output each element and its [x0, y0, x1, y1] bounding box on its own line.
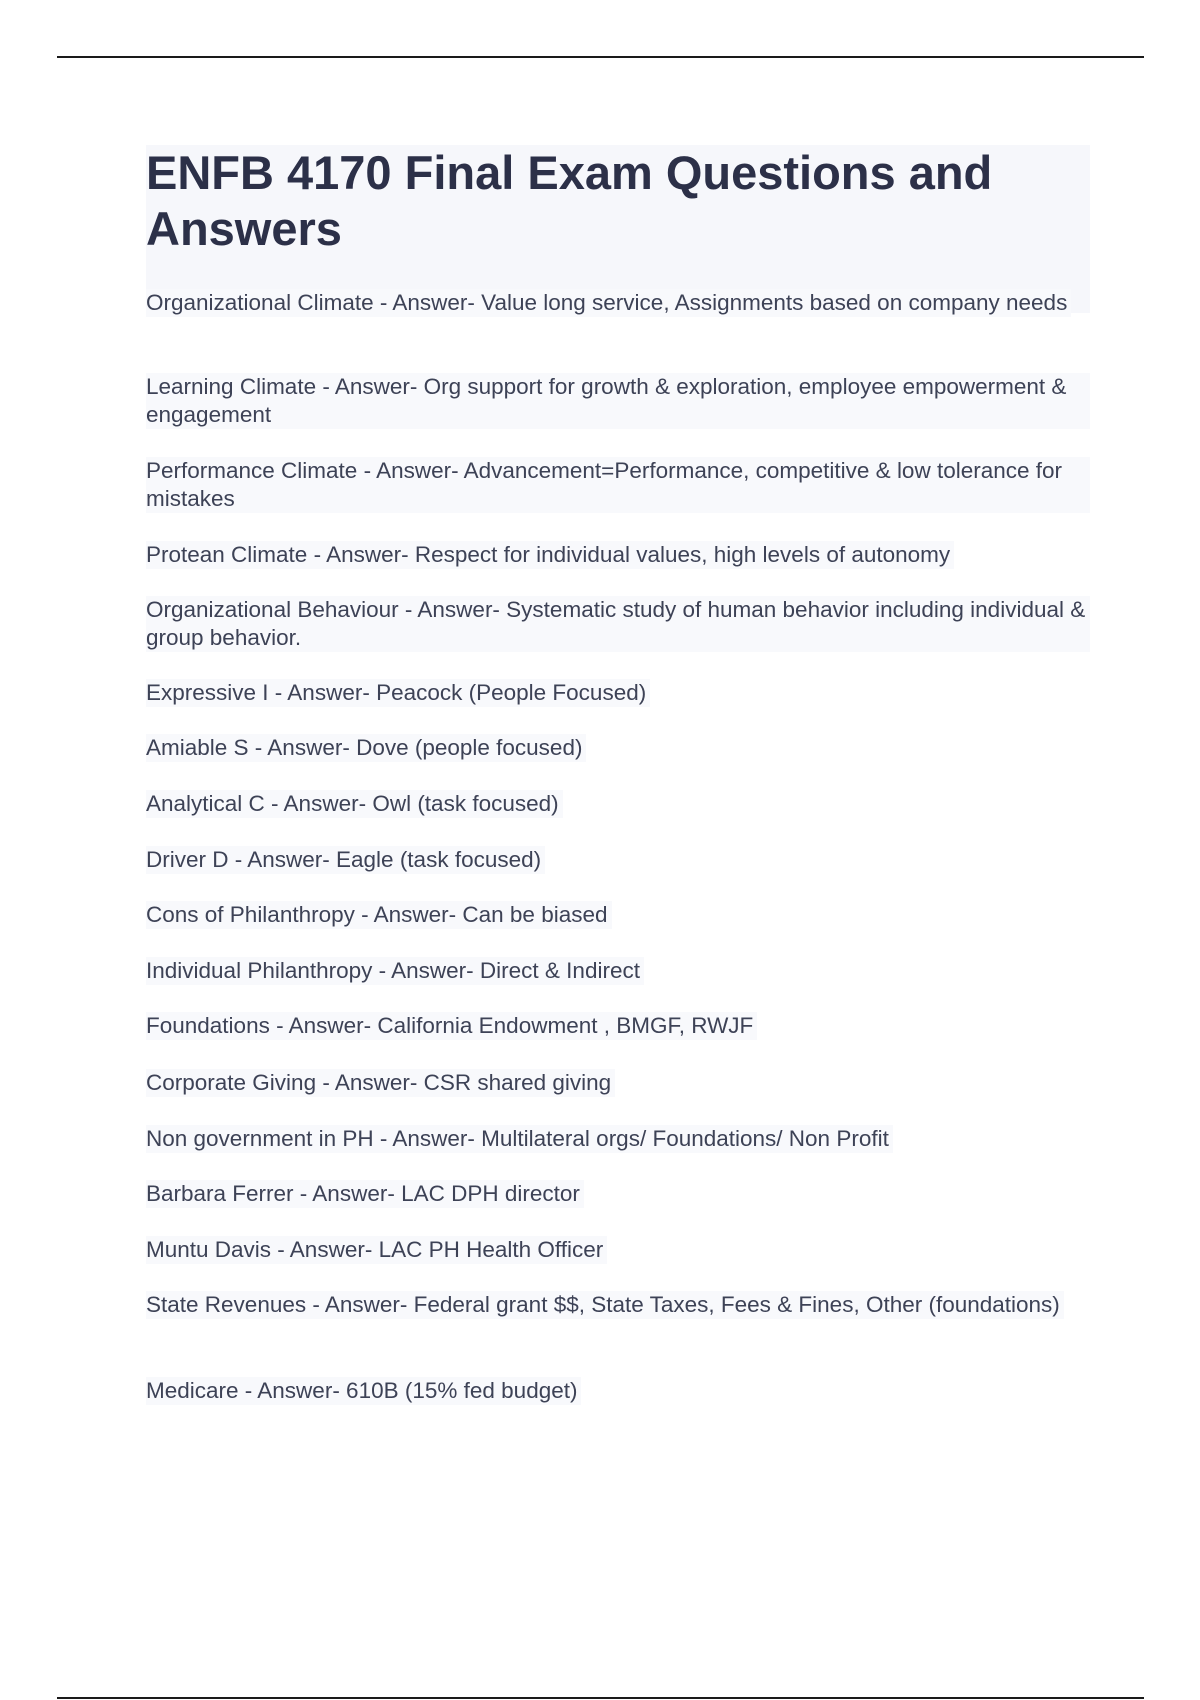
qa-item-driver: Driver D - Answer- Eagle (task focused): [146, 846, 545, 874]
qa-item-individual-philanthropy: Individual Philanthropy - Answer- Direct & Indirect: [146, 957, 644, 985]
qa-item-foundations: Foundations - Answer- California Endowment , BMGF, RWJF: [146, 1012, 757, 1040]
qa-item-state-revenues: State Revenues - Answer- Federal grant $$, State Taxes, Fees & Fines, Other (foundations): [146, 1291, 1064, 1319]
qa-item-learning-climate: Learning Climate - Answer- Org support for growth & exploration, employee empowerment & engagement: [146, 373, 1090, 429]
qa-item-cons-of-philanthropy: Cons of Philanthropy - Answer- Can be biased: [146, 901, 612, 929]
header-rule: [57, 56, 1144, 58]
qa-item-expressive: Expressive I - Answer- Peacock (People Focused): [146, 679, 650, 707]
qa-item-organizational-climate: Organizational Climate - Answer- Value long service, Assignments based on company needs: [146, 289, 1071, 317]
document-title: ENFB 4170 Final Exam Questions and Answers: [146, 146, 993, 255]
qa-item-performance-climate: Performance Climate - Answer- Advancement=Performance, competitive & low tolerance for mistakes: [146, 457, 1090, 513]
qa-item-medicare: Medicare - Answer- 610B (15% fed budget): [146, 1377, 581, 1405]
footer-rule: [57, 1697, 1144, 1699]
qa-item-corporate-giving: Corporate Giving - Answer- CSR shared giving: [146, 1069, 615, 1097]
qa-item-analytical: Analytical C - Answer- Owl (task focused): [146, 790, 563, 818]
title-block: [146, 145, 1090, 313]
qa-item-protean-climate: Protean Climate - Answer- Respect for individual values, high levels of autonomy: [146, 541, 954, 569]
qa-item-amiable: Amiable S - Answer- Dove (people focused): [146, 734, 586, 762]
qa-item-muntu-davis: Muntu Davis - Answer- LAC PH Health Officer: [146, 1236, 607, 1264]
qa-item-organizational-behaviour: Organizational Behaviour - Answer- Systematic study of human behavior including individual & group behavior.: [146, 596, 1090, 652]
document-page: [146, 145, 1090, 1403]
qa-item-non-government-ph: Non government in PH - Answer- Multilateral orgs/ Foundations/ Non Profit: [146, 1125, 893, 1153]
qa-item-barbara-ferrer: Barbara Ferrer - Answer- LAC DPH director: [146, 1180, 584, 1208]
